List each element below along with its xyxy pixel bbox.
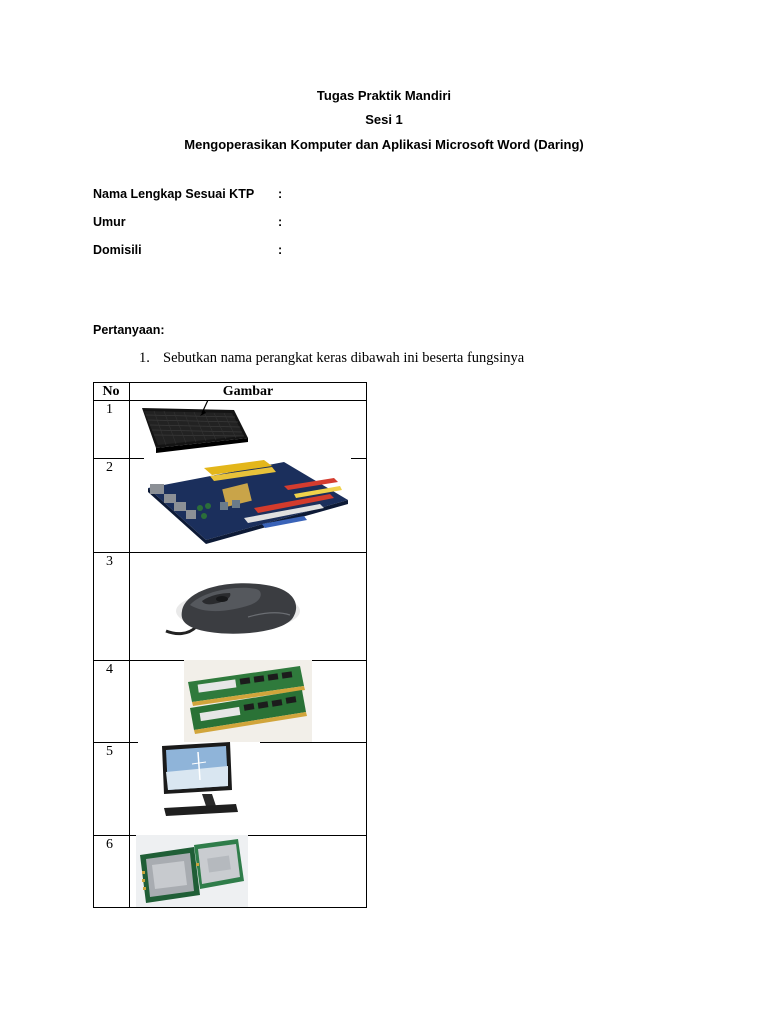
field-label-name: Nama Lengkap Sesuai KTP xyxy=(93,187,255,201)
ram-modules-image xyxy=(184,660,312,742)
row-divider xyxy=(93,742,138,743)
field-label-domicile: Domisili xyxy=(93,243,142,257)
mouse-image xyxy=(152,571,312,641)
row-divider xyxy=(248,835,367,836)
row-divider xyxy=(93,552,367,553)
document-subtitle: Mengoperasikan Komputer dan Aplikasi Microsoft Word (Daring) xyxy=(184,137,584,152)
row-number: 1 xyxy=(106,402,113,417)
questions-heading: Pertanyaan: xyxy=(93,323,165,337)
keyboard-image xyxy=(134,400,252,456)
processor-chips-image xyxy=(136,835,248,907)
row-divider xyxy=(93,458,144,459)
field-colon-name: : xyxy=(278,187,283,201)
row-number: 5 xyxy=(106,744,113,759)
row-number: 3 xyxy=(106,554,113,569)
field-colon-domicile: : xyxy=(278,243,283,257)
table-header-no: No xyxy=(102,384,120,399)
row-divider xyxy=(351,458,367,459)
table-border-right xyxy=(366,382,367,908)
motherboard-image xyxy=(144,458,351,550)
row-divider xyxy=(260,742,367,743)
document-title: Tugas Praktik Mandiri xyxy=(316,88,452,103)
row-number: 2 xyxy=(106,460,113,475)
field-label-age: Umur xyxy=(93,215,126,229)
row-number: 6 xyxy=(106,837,113,852)
table-border-left xyxy=(93,382,94,908)
question-text: Sebutkan nama perangkat keras dibawah ini beserta fungsinya xyxy=(163,350,525,366)
table-column-divider xyxy=(129,382,130,908)
row-divider xyxy=(312,660,367,661)
table-border-bottom xyxy=(93,907,367,908)
table-header-image: Gambar xyxy=(222,384,274,399)
field-colon-age: : xyxy=(278,215,283,229)
question-number: 1. xyxy=(139,350,150,366)
monitor-image xyxy=(140,742,260,822)
session-label: Sesi 1 xyxy=(365,112,403,127)
row-divider xyxy=(93,660,184,661)
row-number: 4 xyxy=(106,662,113,677)
